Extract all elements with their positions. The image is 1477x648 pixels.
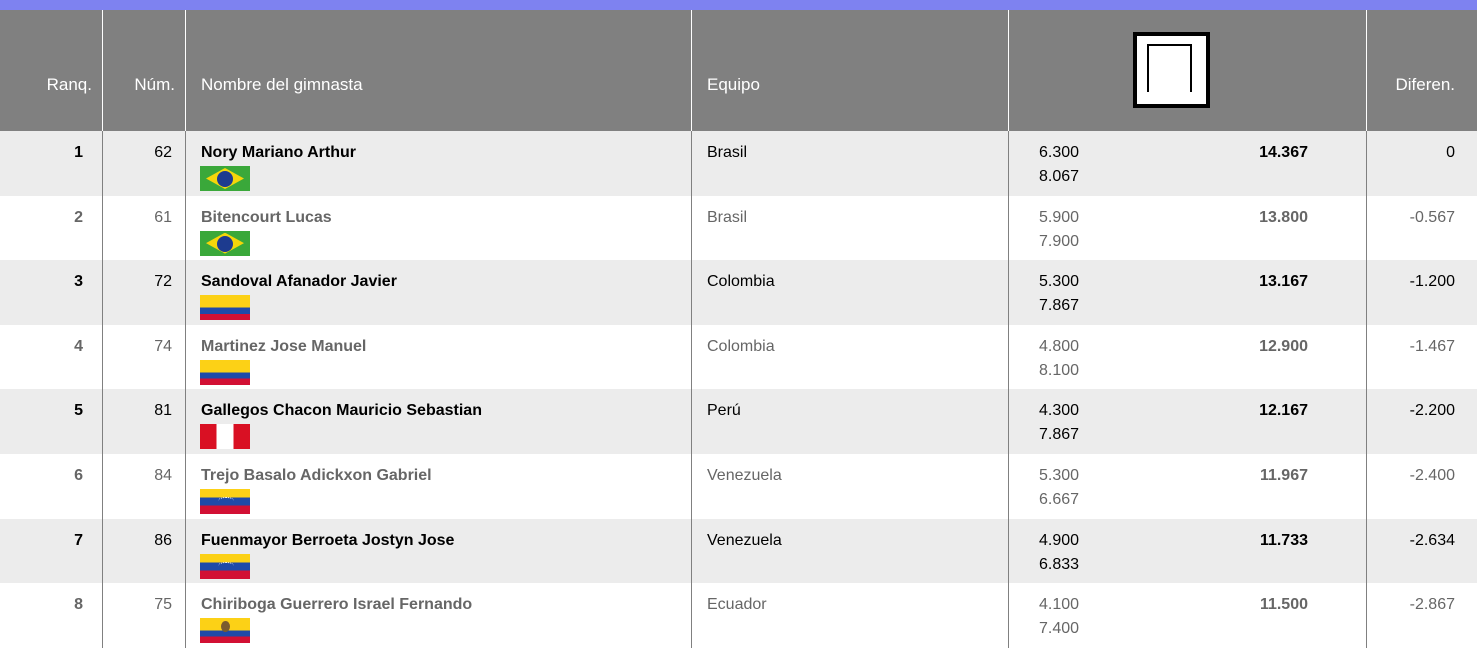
total-score: 11.733 [1259,531,1308,549]
score-component-2: 7.900 [1039,232,1080,250]
total-score: 12.167 [1259,402,1308,420]
header-rank[interactable]: Ranq. [0,10,103,131]
score-cell [1009,519,1367,584]
team-cell: Venezuela [692,454,1009,519]
gymnast-name-cell [186,131,692,196]
team-cell: Venezuela [692,519,1009,584]
score-component-1: 5.300 [1039,273,1080,291]
score-component-1: 4.300 [1039,402,1080,420]
score-component-2: 7.867 [1039,426,1080,444]
rank-cell: 7 [0,519,103,584]
table-row[interactable] [0,260,1477,325]
brazil-flag-icon [200,231,250,256]
team-cell: Colombia [692,325,1009,390]
gymnast-name[interactable]: Sandoval Afanador Javier [201,273,397,291]
gymnast-name-cell [186,583,692,648]
gymnast-name-cell [186,325,692,390]
score-component-2: 8.100 [1039,361,1080,379]
parallel-bars-icon [1133,32,1210,108]
gymnast-name[interactable]: Bitencourt Lucas [201,208,332,226]
difference-cell: 0 [1446,144,1455,161]
rank-cell: 1 [0,131,103,196]
rank-cell: 8 [0,583,103,648]
score-cell [1009,131,1367,196]
total-score: 14.367 [1259,144,1308,161]
gymnast-name-cell [186,196,692,261]
score-cell [1009,583,1367,648]
rank-cell: 5 [0,389,103,454]
score-component-1: 5.900 [1039,208,1080,226]
rank-cell: 2 [0,196,103,261]
gymnast-name[interactable]: Chiriboga Guerrero Israel Fernando [201,596,473,614]
score-component-1: 6.300 [1039,144,1080,161]
score-component-2: 6.667 [1039,490,1080,508]
header-gymnast-name[interactable]: Nombre del gimnasta [186,10,692,131]
ecuador-flag-icon [200,618,250,643]
score-component-1: 4.900 [1039,531,1080,549]
total-score: 11.967 [1259,466,1308,484]
score-cell [1009,454,1367,519]
score-component-1: 4.800 [1039,337,1080,355]
number-cell: 75 [103,583,186,648]
peru-flag-icon [200,424,250,449]
rank-cell: 6 [0,454,103,519]
colombia-flag-icon [200,360,250,385]
table-row[interactable] [0,389,1477,454]
venezuela-flag-icon [200,489,250,514]
table-row[interactable] [0,583,1477,648]
difference-cell: -2.200 [1409,402,1455,420]
score-component-2: 7.867 [1039,297,1080,315]
score-component-1: 4.100 [1039,596,1080,614]
team-cell: Colombia [692,260,1009,325]
header-team[interactable]: Equipo [692,10,1009,131]
difference-cell: -1.467 [1409,337,1455,355]
number-cell: 72 [103,260,186,325]
table-row[interactable] [0,454,1477,519]
number-cell: 84 [103,454,186,519]
gymnast-name[interactable]: Nory Mariano Arthur [201,144,356,161]
header-difference[interactable]: Diferen. [1395,75,1455,94]
header-number[interactable]: Núm. [103,10,186,131]
total-score: 13.167 [1259,273,1308,291]
number-cell: 86 [103,519,186,584]
total-score: 12.900 [1259,337,1308,355]
top-accent-stripe [0,0,1477,10]
team-cell: Ecuador [692,583,1009,648]
results-table-body [0,131,1477,648]
difference-cell: -1.200 [1409,273,1455,291]
rank-cell: 4 [0,325,103,390]
table-row[interactable] [0,196,1477,261]
number-cell: 61 [103,196,186,261]
number-cell: 81 [103,389,186,454]
difference-cell: -2.867 [1409,596,1455,614]
score-component-2: 8.067 [1039,168,1080,185]
table-row[interactable] [0,131,1477,196]
score-component-2: 6.833 [1039,555,1080,573]
brazil-flag-icon [200,166,250,191]
difference-cell: -2.400 [1409,466,1455,484]
difference-cell: -2.634 [1409,531,1455,549]
rank-cell: 3 [0,260,103,325]
score-cell [1009,260,1367,325]
gymnast-name[interactable]: Martinez Jose Manuel [201,337,367,355]
gymnast-name[interactable]: Gallegos Chacon Mauricio Sebastian [201,402,482,420]
gymnast-name[interactable]: Trejo Basalo Adickxon Gabriel [201,466,432,484]
colombia-flag-icon [200,295,250,320]
table-row[interactable] [0,325,1477,390]
results-table-header [0,10,1477,131]
gymnast-name-cell [186,519,692,584]
gymnast-name-cell [186,260,692,325]
team-cell: Brasil [692,131,1009,196]
total-score: 11.500 [1259,596,1308,614]
score-cell [1009,325,1367,390]
gymnast-name[interactable]: Fuenmayor Berroeta Jostyn Jose [201,531,455,549]
score-cell [1009,389,1367,454]
number-cell: 62 [103,131,186,196]
venezuela-flag-icon [200,554,250,579]
score-component-1: 5.300 [1039,466,1080,484]
number-cell: 74 [103,325,186,390]
difference-cell: -0.567 [1409,208,1455,226]
score-cell [1009,196,1367,261]
team-cell: Brasil [692,196,1009,261]
score-component-2: 7.400 [1039,620,1080,638]
gymnast-name-cell [186,454,692,519]
total-score: 13.800 [1259,208,1308,226]
gymnast-name-cell [186,389,692,454]
team-cell: Perú [692,389,1009,454]
table-row[interactable] [0,519,1477,584]
